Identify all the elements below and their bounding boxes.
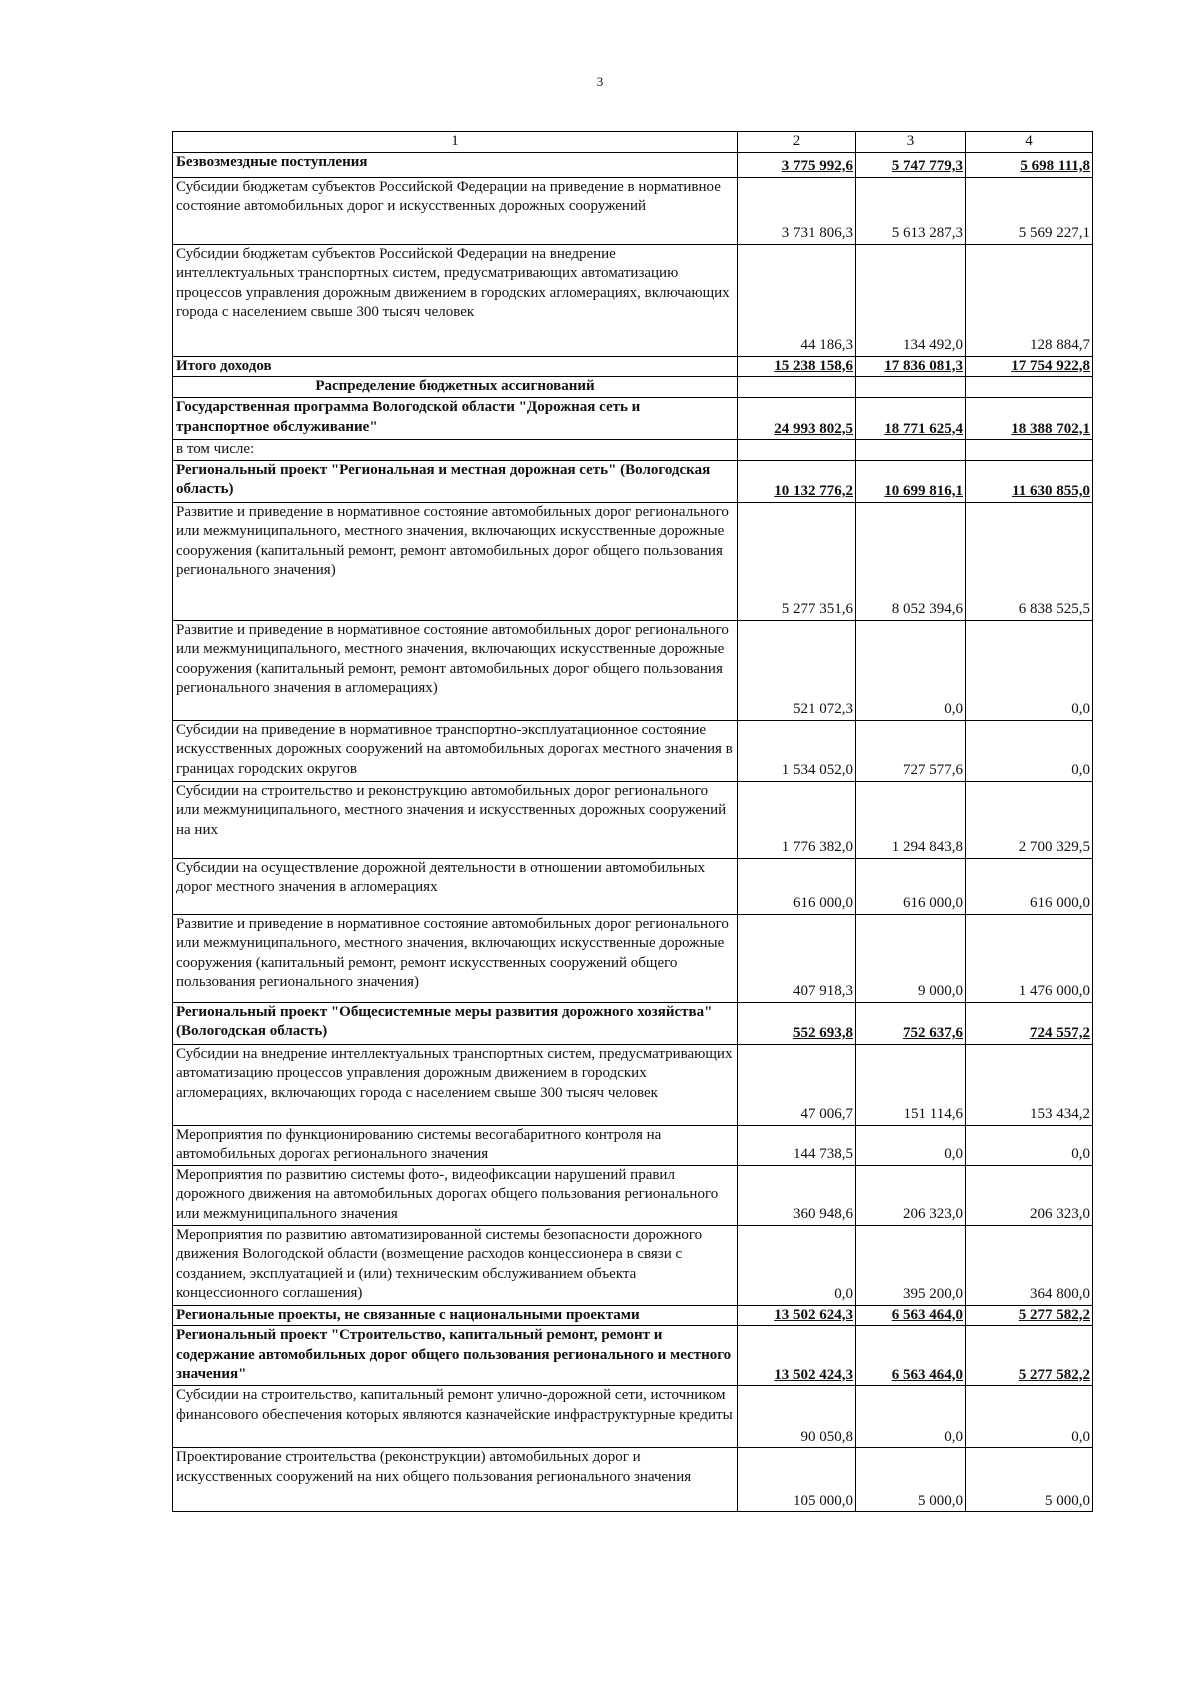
row-value-v2: 47 006,7 (738, 1044, 856, 1125)
row-value-v3 (856, 440, 966, 461)
row-value-v3: 8 052 394,6 (856, 502, 966, 620)
row-name: Субсидии на строительство и реконструкцию автомобильных дорог регионального или межмуниципального, местного значения и искусственных дорожных сооружений на них (173, 781, 738, 858)
column-header-1: 1 (173, 132, 738, 153)
row-value-v4: 18 388 702,1 (966, 398, 1093, 440)
row-name: Безвозмездные поступления (173, 152, 738, 177)
row-name: Развитие и приведение в нормативное состояние автомобильных дорог регионального или межмуниципального, местного значения, включающих искусственные дорожные сооружения (капитальный ремонт, ремонт искусственных сооружений общего пользования регионального значения) (173, 914, 738, 1002)
table-row (173, 377, 1093, 398)
row-value-v4: 5 569 227,1 (966, 177, 1093, 244)
row-value-v4: 5 277 582,2 (966, 1305, 1093, 1326)
row-value-v4: 1 476 000,0 (966, 914, 1093, 1002)
table-row (173, 858, 1093, 914)
row-name: Региональный проект "Строительство, капитальный ремонт, ремонт и содержание автомобильных дорог общего пользования регионального и местного значения" (173, 1326, 738, 1386)
row-value-v4: 5 277 582,2 (966, 1326, 1093, 1386)
row-name: Региональный проект "Общесистемные меры развития дорожного хозяйства" (Вологодская область) (173, 1002, 738, 1044)
table-row (173, 620, 1093, 720)
table-row (173, 1165, 1093, 1225)
table-row (173, 1305, 1093, 1326)
row-name: Региональный проект "Региональная и местная дорожная сеть" (Вологодская область) (173, 460, 738, 502)
row-value-v2: 15 238 158,6 (738, 356, 856, 377)
row-value-v4: 0,0 (966, 1125, 1093, 1165)
row-name: Распределение бюджетных ассигнований (173, 377, 738, 398)
row-value-v3: 10 699 816,1 (856, 460, 966, 502)
row-value-v4: 2 700 329,5 (966, 781, 1093, 858)
table-row (173, 1044, 1093, 1125)
row-value-v2: 407 918,3 (738, 914, 856, 1002)
row-value-v4: 206 323,0 (966, 1165, 1093, 1225)
row-value-v3: 0,0 (856, 1125, 966, 1165)
row-value-v2: 10 132 776,2 (738, 460, 856, 502)
table-row (173, 1326, 1093, 1386)
row-name: Субсидии на строительство, капитальный ремонт улично-дорожной сети, источником финансового обеспечения которых являются казначейские инфраструктурные кредиты (173, 1386, 738, 1448)
row-value-v4: 17 754 922,8 (966, 356, 1093, 377)
row-value-v2: 3 775 992,6 (738, 152, 856, 177)
table-row (173, 356, 1093, 377)
row-value-v2 (738, 377, 856, 398)
column-header-2: 2 (738, 132, 856, 153)
row-name: Субсидии бюджетам субъектов Российской Федерации на приведение в нормативное состояние автомобильных дорог и искусственных дорожных сооружений (173, 177, 738, 244)
row-value-v2: 13 502 424,3 (738, 1326, 856, 1386)
row-value-v3: 6 563 464,0 (856, 1326, 966, 1386)
row-name: Развитие и приведение в нормативное состояние автомобильных дорог регионального или межмуниципального, местного значения, включающих искусственные дорожные сооружения (капитальный ремонт, ремонт автомобильных дорог общего пользования регионального значения в агломерациях) (173, 620, 738, 720)
row-value-v4: 724 557,2 (966, 1002, 1093, 1044)
column-number-row (173, 132, 1093, 153)
row-value-v2: 90 050,8 (738, 1386, 856, 1448)
row-value-v3: 752 637,6 (856, 1002, 966, 1044)
row-value-v3 (856, 377, 966, 398)
row-name: Государственная программа Вологодской области "Дорожная сеть и транспортное обслуживание" (173, 398, 738, 440)
row-name: Итого доходов (173, 356, 738, 377)
row-value-v3: 5 747 779,3 (856, 152, 966, 177)
row-name: Субсидии на осуществление дорожной деятельности в отношении автомобильных дорог местного значения в агломерациях (173, 858, 738, 914)
row-value-v2: 3 731 806,3 (738, 177, 856, 244)
row-value-v4: 5 000,0 (966, 1448, 1093, 1512)
row-value-v2: 44 186,3 (738, 244, 856, 356)
table-row (173, 502, 1093, 620)
row-value-v2: 521 072,3 (738, 620, 856, 720)
table-row (173, 1448, 1093, 1512)
table-row (173, 1002, 1093, 1044)
table-row (173, 1125, 1093, 1165)
row-value-v2: 24 993 802,5 (738, 398, 856, 440)
row-value-v4: 11 630 855,0 (966, 460, 1093, 502)
table-row (173, 398, 1093, 440)
row-name: Мероприятия по развитию автоматизированной системы безопасности дорожного движения Вологодской области (возмещение расходов концессионера в связи с созданием, эксплуатацией и (или) техническим обслуживанием объекта концессионного соглашения) (173, 1225, 738, 1305)
row-value-v2: 144 738,5 (738, 1125, 856, 1165)
table-row (173, 720, 1093, 781)
row-value-v3: 5 613 287,3 (856, 177, 966, 244)
row-value-v3: 395 200,0 (856, 1225, 966, 1305)
row-value-v2: 0,0 (738, 1225, 856, 1305)
page-number: 3 (596, 74, 604, 89)
row-value-v3: 206 323,0 (856, 1165, 966, 1225)
row-name: Мероприятия по функционированию системы весогабаритного контроля на автомобильных дорогах регионального значения (173, 1125, 738, 1165)
row-value-v4 (966, 440, 1093, 461)
row-value-v3: 1 294 843,8 (856, 781, 966, 858)
row-value-v2: 360 948,6 (738, 1165, 856, 1225)
row-value-v2 (738, 440, 856, 461)
row-value-v4: 5 698 111,8 (966, 152, 1093, 177)
table-row (173, 460, 1093, 502)
table-row (173, 244, 1093, 356)
row-name: Развитие и приведение в нормативное состояние автомобильных дорог регионального или межмуниципального, местного значения, включающих искусственные дорожные сооружения (капитальный ремонт, ремонт автомобильных дорог общего пользования регионального значения) (173, 502, 738, 620)
row-value-v4: 153 434,2 (966, 1044, 1093, 1125)
row-name: Региональные проекты, не связанные с национальными проектами (173, 1305, 738, 1326)
table-row (173, 152, 1093, 177)
table-row (173, 781, 1093, 858)
row-value-v3: 616 000,0 (856, 858, 966, 914)
row-value-v2: 105 000,0 (738, 1448, 856, 1512)
row-value-v3: 17 836 081,3 (856, 356, 966, 377)
row-value-v4: 0,0 (966, 720, 1093, 781)
row-value-v3: 0,0 (856, 620, 966, 720)
row-value-v3: 5 000,0 (856, 1448, 966, 1512)
row-value-v2: 13 502 624,3 (738, 1305, 856, 1326)
row-value-v4: 616 000,0 (966, 858, 1093, 914)
row-name: Субсидии на внедрение интеллектуальных транспортных систем, предусматривающих автоматизацию процессов управления дорожным движением в городских агломерациях, включающих города с населением свыше 300 тысяч человек (173, 1044, 738, 1125)
row-value-v2: 616 000,0 (738, 858, 856, 914)
row-value-v4: 6 838 525,5 (966, 502, 1093, 620)
table-row (173, 177, 1093, 244)
row-value-v3: 9 000,0 (856, 914, 966, 1002)
column-header-3: 3 (856, 132, 966, 153)
row-name: Мероприятия по развитию системы фото-, видеофиксации нарушений правил дорожного движения на автомобильных дорогах общего пользования регионального или межмуниципального значения (173, 1165, 738, 1225)
row-name: в том числе: (173, 440, 738, 461)
row-value-v2: 552 693,8 (738, 1002, 856, 1044)
row-value-v4: 364 800,0 (966, 1225, 1093, 1305)
row-value-v3: 18 771 625,4 (856, 398, 966, 440)
row-value-v3: 6 563 464,0 (856, 1305, 966, 1326)
row-name: Субсидии на приведение в нормативное транспортно-эксплуатационное состояние искусственных дорожных сооружений на автомобильных дорогах местного значения в границах городских округов (173, 720, 738, 781)
row-name: Проектирование строительства (реконструкции) автомобильных дорог и искусственных сооружений на них общего пользования регионального значения (173, 1448, 738, 1512)
row-value-v4: 0,0 (966, 1386, 1093, 1448)
row-value-v4 (966, 377, 1093, 398)
row-value-v3: 151 114,6 (856, 1044, 966, 1125)
table-row (173, 1386, 1093, 1448)
table-row (173, 440, 1093, 461)
row-value-v4: 128 884,7 (966, 244, 1093, 356)
row-value-v3: 134 492,0 (856, 244, 966, 356)
row-value-v4: 0,0 (966, 620, 1093, 720)
row-name: Субсидии бюджетам субъектов Российской Федерации на внедрение интеллектуальных транспортных систем, предусматривающих автоматизацию процессов управления дорожным движением в городских агломерациях, включающих города с населением свыше 300 тысяч человек (173, 244, 738, 356)
row-value-v2: 5 277 351,6 (738, 502, 856, 620)
table-row (173, 914, 1093, 1002)
budget-table (172, 131, 1093, 1512)
row-value-v3: 727 577,6 (856, 720, 966, 781)
column-header-4: 4 (966, 132, 1093, 153)
row-value-v3: 0,0 (856, 1386, 966, 1448)
table-row (173, 1225, 1093, 1305)
row-value-v2: 1 534 052,0 (738, 720, 856, 781)
row-value-v2: 1 776 382,0 (738, 781, 856, 858)
